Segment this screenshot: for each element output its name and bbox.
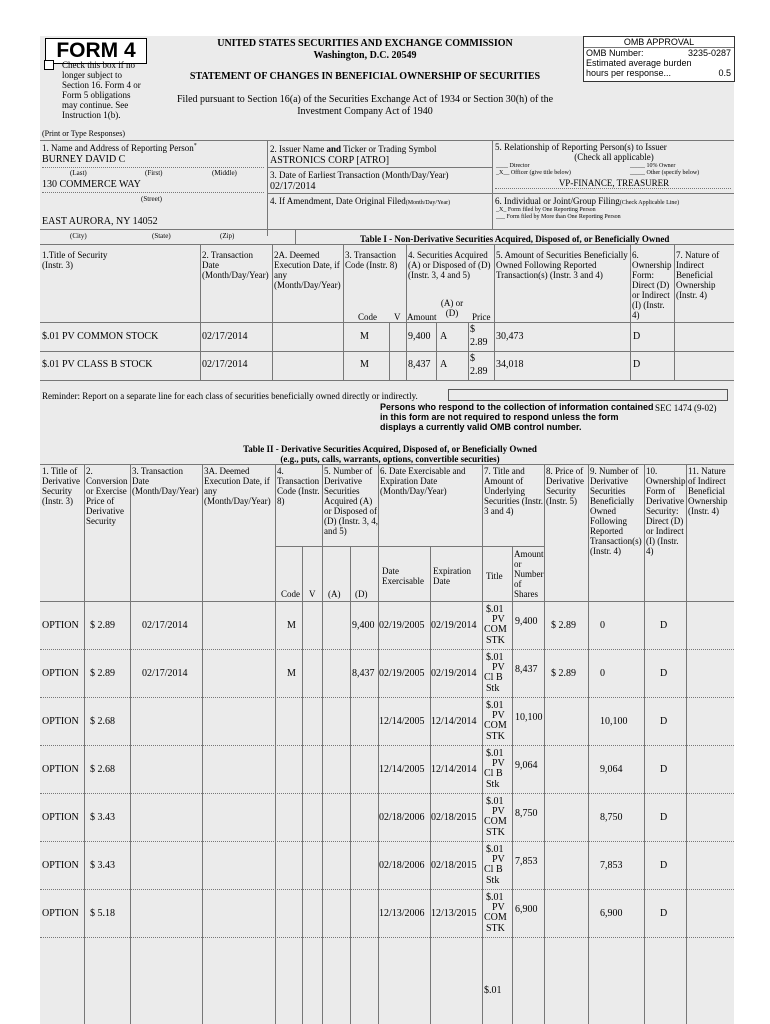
print-note: (Print or Type Responses) xyxy=(42,129,126,138)
t2-row-divider xyxy=(40,745,734,746)
t2-row-underlying-3: Cl B xyxy=(484,672,503,683)
t2-a: (A) xyxy=(328,589,341,599)
t1-h2a: 2A. Deemed Execution Date, if any (Month/Day/Year) xyxy=(274,250,341,290)
t2-row-exercisable: 12/14/2005 xyxy=(379,764,425,775)
t1-h4: 4. Securities Acquired (A) or Disposed of (D) (Instr. 3, 4 and 5) xyxy=(408,250,491,280)
t1-row-code: M xyxy=(360,359,369,370)
t2-row-title: OPTION xyxy=(42,764,79,775)
no-longer-subject-checkbox[interactable] xyxy=(44,60,54,70)
checkbox-label: Check this box if no longer subject to Section 16. Form 4 or Form 5 obligations may continue. See Instruction 1(b). xyxy=(62,60,141,120)
t2-h8: 8. Price of Derivative Security (Instr. 5) xyxy=(546,466,584,506)
t2-row-underlying-2: PV xyxy=(492,662,505,673)
t2-row-title: OPTION xyxy=(42,860,79,871)
t2-row-underlying-1: $.01 xyxy=(486,748,504,759)
t2-row-code: M xyxy=(287,668,296,679)
t2-row-price: $ 5.18 xyxy=(90,908,115,919)
t2-date-ex: Date Exercisable xyxy=(382,566,424,586)
t2-row-title: OPTION xyxy=(42,812,79,823)
director-option[interactable]: ____ Director xyxy=(496,163,530,169)
t2-row-expiration: 12/14/2014 xyxy=(431,716,477,727)
omb-number-value: 3235-0287 xyxy=(687,48,731,58)
t2-row-owned: 7,853 xyxy=(600,860,623,871)
t2-h7: 7. Title and Amount of Underlying Securities (Instr. 3 and 4) xyxy=(484,466,543,516)
t2-h11: 11. Nature of Indirect Beneficial Ownership (Instr. 4) xyxy=(688,466,728,516)
t2-row-title: OPTION xyxy=(42,908,79,919)
filed-pursuant-line-2: Investment Company Act of 1940 xyxy=(297,106,433,117)
t2-row-date: 02/17/2014 xyxy=(142,668,188,679)
t2-row-divider xyxy=(40,649,734,650)
t2-v: V xyxy=(309,589,316,599)
t2-row-underlying-1: $.01 xyxy=(486,844,504,855)
t2-row-d: 8,437 xyxy=(352,668,375,679)
earliest-transaction-date: 02/17/2014 xyxy=(270,181,316,192)
t2-row-expiration: 02/19/2014 xyxy=(431,668,477,679)
t2-row-d: 9,400 xyxy=(352,620,375,631)
t2-row-divider xyxy=(40,793,734,794)
t2-row-price: $ 2.89 xyxy=(90,668,115,679)
t1-row-title: $.01 PV CLASS B STOCK xyxy=(42,359,153,370)
t2-row-underlying-4: Stk xyxy=(486,779,500,790)
box2-label: 2. Issuer Name and Ticker or Trading Symbol xyxy=(270,144,437,154)
t2-h3: 3. Transaction Date (Month/Day/Year) xyxy=(132,466,199,496)
t1-row-amount: 9,400 xyxy=(408,331,431,342)
t2-row-date: 02/17/2014 xyxy=(142,620,188,631)
t2-h3a: 3A. Deemed Execution Date, if any (Month/Day/Year) xyxy=(204,466,271,506)
t1-h3: 3. Transaction Code (Instr. 8) xyxy=(345,250,398,270)
t2-row-expiration: 02/18/2015 xyxy=(431,860,477,871)
t2-row-underlying-4: STK xyxy=(486,923,505,934)
box4-label: 4. If Amendment, Date Original Filed(Month/Day/Year) xyxy=(270,196,451,206)
ten-percent-owner-option[interactable]: _____ 10% Owner xyxy=(630,163,676,169)
t2-row-underlying-2: PV xyxy=(492,758,505,769)
t2-row-form: D xyxy=(660,764,668,775)
omb-number-label: OMB Number: xyxy=(586,48,644,58)
t1-h7: 7. Nature of Indirect Beneficial Ownership (Instr. 4) xyxy=(676,250,720,300)
t2-h6: 6. Date Exercisable and Expiration Date (Month/Day/Year) xyxy=(380,466,466,496)
t2-row-shares: 10,100 xyxy=(515,712,543,723)
t2-row-underlying-2: PV xyxy=(492,614,505,625)
t2-h4: 4. Transaction Code (Instr. 8) xyxy=(277,466,320,506)
t2-row-owned: 6,900 xyxy=(600,908,623,919)
t2-h5: 5. Number of Derivative Securities Acquired (A) or Disposed of (D) (Instr. 3, 4, and 5) xyxy=(324,466,378,536)
t1-h6: 6. Ownership Form: Direct (D) or Indirect (I) (Instr. 4) xyxy=(632,250,672,320)
partial-row-text: $.01 xyxy=(484,985,502,996)
t1-aord: (A) or (D) xyxy=(440,298,464,318)
t1-row-price-symbol: $ xyxy=(470,353,475,364)
t2-row-exercisable: 02/19/2005 xyxy=(379,620,425,631)
box6-label: 6. Individual or Joint/Group Filing(Check Applicable Line) xyxy=(495,196,680,206)
t2-row-underlying-1: $.01 xyxy=(486,604,504,615)
t2-row-shares: 6,900 xyxy=(515,904,538,915)
t2-row-underlying-4: STK xyxy=(486,731,505,742)
t2-row-underlying-2: PV xyxy=(492,902,505,913)
t2-row-price8: $ 2.89 xyxy=(551,668,576,679)
t2-row-underlying-4: STK xyxy=(486,635,505,646)
t2-row-owned: 8,750 xyxy=(600,812,623,823)
t2-row-underlying-3: Cl B xyxy=(484,864,503,875)
t1-row-date: 02/17/2014 xyxy=(202,359,248,370)
t1-row-title: $.01 PV COMMON STOCK xyxy=(42,331,159,342)
t2-row-form: D xyxy=(660,860,668,871)
omb-burden-value: 0.5 xyxy=(718,68,731,78)
remarks-box xyxy=(448,389,728,401)
t2-amount-shares: Amount or Number of Shares xyxy=(514,549,544,599)
t2-row-underlying-3: COM xyxy=(484,816,507,827)
t2-row-underlying-2: PV xyxy=(492,710,505,721)
t2-row-price: $ 2.89 xyxy=(90,620,115,631)
table1-title: Table I - Non-Derivative Securities Acquired, Disposed of, or Beneficially Owned xyxy=(360,234,670,244)
t1-h1: 1.Title of Security (Instr. 3) xyxy=(42,250,108,270)
agency-location: Washington, D.C. 20549 xyxy=(313,50,417,61)
t2-row-shares: 8,437 xyxy=(515,664,538,675)
t2-row-shares: 9,064 xyxy=(515,760,538,771)
last-label: (Last) xyxy=(70,169,87,177)
t1-row-form: D xyxy=(633,331,641,342)
t2-row-owned: 0 xyxy=(600,620,605,631)
t1-row-form: D xyxy=(633,359,641,370)
t2-h10: 10. Ownership Form of Derivative Security: Direct (D) or Indirect (I) (Instr. 4) xyxy=(646,466,686,556)
t2-h1: 1. Title of Derivative Security (Instr. 3) xyxy=(42,466,80,506)
t2-row-underlying-1: $.01 xyxy=(486,652,504,663)
t2-h9: 9. Number of Derivative Securities Beneficially Owned Following Reported Transaction(s) (Instr. 4) xyxy=(590,466,642,556)
reporting-person-street: 130 COMMERCE WAY xyxy=(42,179,141,190)
statement-title: STATEMENT OF CHANGES IN BENEFICIAL OWNERSHIP OF SECURITIES xyxy=(189,71,541,82)
t2-row-underlying-3: Cl B xyxy=(484,768,503,779)
t2-row-underlying-4: Stk xyxy=(486,683,500,694)
t1-row-amount: 8,437 xyxy=(408,359,431,370)
city-label: (City) xyxy=(70,232,87,240)
more-person-option[interactable]: ___ Form filed by More than One Reporting Person xyxy=(496,214,621,220)
t2-row-title: OPTION xyxy=(42,716,79,727)
other-option[interactable]: _____ Other (specify below) xyxy=(630,170,700,176)
t2-row-form: D xyxy=(660,716,668,727)
t2-row-shares: 8,750 xyxy=(515,808,538,819)
issuer-name: ASTRONICS CORP [ATRO] xyxy=(270,155,390,166)
t2-row-underlying-2: PV xyxy=(492,806,505,817)
t1-row-aord: A xyxy=(440,331,448,342)
t1-row-price: 2.89 xyxy=(470,337,488,348)
t2-row-expiration: 12/14/2014 xyxy=(431,764,477,775)
box5-sub: (Check all applicable) xyxy=(574,152,654,162)
reminder-text: Reminder: Report on a separate line for each class of securities beneficially owned directly or indirectly. xyxy=(42,391,418,401)
table2-subtitle: (e.g., puts, calls, warrants, options, convertible securities) xyxy=(280,454,500,464)
t1-row-price: 2.89 xyxy=(470,366,488,377)
omb-notice: Persons who respond to the collection of information contained in this form are not required to respond unless the form displays a currently valid OMB control number. xyxy=(380,402,654,432)
t1-code: Code xyxy=(358,312,377,322)
t2-row-title: OPTION xyxy=(42,620,79,631)
t1-h5: 5. Amount of Securities Beneficially Owned Following Reported Transaction(s) (Instr. 3 and 4) xyxy=(496,250,628,280)
t2-h2: 2. Conversion or Exercise Price of Derivative Security xyxy=(86,466,128,526)
t2-code: Code xyxy=(281,589,300,599)
one-person-option[interactable]: _X_ Form filed by One Reporting Person xyxy=(496,207,596,213)
officer-title: VP-FINANCE, TREASURER xyxy=(558,178,670,188)
t2-row-divider xyxy=(40,841,734,842)
agency-title: UNITED STATES SECURITIES AND EXCHANGE COMMISSION xyxy=(217,38,513,49)
t2-row-underlying-2: PV xyxy=(492,854,505,865)
t2-row-exercisable: 12/14/2005 xyxy=(379,716,425,727)
t2-row-underlying-3: COM xyxy=(484,720,507,731)
t2-row-expiration: 02/19/2014 xyxy=(431,620,477,631)
t1-row-date: 02/17/2014 xyxy=(202,331,248,342)
t2-exp: Expiration Date xyxy=(433,566,471,586)
box3-label: 3. Date of Earliest Transaction (Month/Day/Year) xyxy=(270,170,449,180)
t2-d: (D) xyxy=(355,589,368,599)
omb-approval-box xyxy=(583,36,735,82)
t2-row-divider xyxy=(40,889,734,890)
state-label: (State) xyxy=(152,232,171,240)
t2-row-underlying-3: COM xyxy=(484,624,507,635)
t2-row-underlying-4: STK xyxy=(486,827,505,838)
t1-row-owned: 30,473 xyxy=(496,331,524,342)
sec-code: SEC 1474 (9-02) xyxy=(655,403,717,413)
t2-row-price: $ 3.43 xyxy=(90,860,115,871)
t2-row-shares: 7,853 xyxy=(515,856,538,867)
zip-label: (Zip) xyxy=(220,232,235,240)
filed-pursuant-line-1: Filed pursuant to Section 16(a) of the Securities Exchange Act of 1934 or Section 30(h) of the xyxy=(176,94,554,105)
t2-row-owned: 9,064 xyxy=(600,764,623,775)
t2-row-form: D xyxy=(660,908,668,919)
t2-row-exercisable: 02/18/2006 xyxy=(379,812,425,823)
form-title: FORM 4 xyxy=(45,38,147,64)
t1-row-code: M xyxy=(360,331,369,342)
reporting-person-name: BURNEY DAVID C xyxy=(42,154,126,165)
t2-row-underlying-1: $.01 xyxy=(486,700,504,711)
t2-row-title: OPTION xyxy=(42,668,79,679)
t2-row-form: D xyxy=(660,668,668,679)
t2-row-price: $ 3.43 xyxy=(90,812,115,823)
t2-title: Title xyxy=(486,571,503,581)
t2-row-expiration: 02/18/2015 xyxy=(431,812,477,823)
t1-price: Price xyxy=(472,312,491,322)
reporting-person-city: EAST AURORA, NY 14052 xyxy=(42,216,158,227)
t2-row-price: $ 2.68 xyxy=(90,716,115,727)
t2-row-underlying-1: $.01 xyxy=(486,796,504,807)
t2-row-exercisable: 02/18/2006 xyxy=(379,860,425,871)
t2-row-exercisable: 02/19/2005 xyxy=(379,668,425,679)
t2-row-price8: $ 2.89 xyxy=(551,620,576,631)
t2-row-shares: 9,400 xyxy=(515,616,538,627)
t1-amount: Amount xyxy=(407,312,437,322)
t2-row-divider xyxy=(40,697,734,698)
omb-burden-line-2: hours per response... xyxy=(586,68,672,78)
t1-row-aord: A xyxy=(440,359,448,370)
t2-row-exercisable: 12/13/2006 xyxy=(379,908,425,919)
omb-burden-line-1: Estimated average burden xyxy=(586,58,692,68)
t2-row-form: D xyxy=(660,620,668,631)
box1-label: 1. Name and Address of Reporting Person* xyxy=(42,143,197,153)
street-label: (Street) xyxy=(141,195,162,203)
t2-row-underlying-1: $.01 xyxy=(486,892,504,903)
t2-row-form: D xyxy=(660,812,668,823)
first-label: (First) xyxy=(145,169,163,177)
t1-row-owned: 34,018 xyxy=(496,359,524,370)
omb-title: OMB APPROVAL xyxy=(584,37,734,48)
middle-label: (Middle) xyxy=(212,169,237,177)
box5-label: 5. Relationship of Reporting Person(s) to Issuer xyxy=(495,142,667,152)
t2-row-underlying-3: COM xyxy=(484,912,507,923)
t1-h2: 2. Transaction Date (Month/Day/Year) xyxy=(202,250,269,280)
officer-option[interactable]: _X__ Officer (give title below) xyxy=(496,170,571,176)
t2-row-price: $ 2.68 xyxy=(90,764,115,775)
t2-row-divider xyxy=(40,937,734,938)
t2-row-expiration: 12/13/2015 xyxy=(431,908,477,919)
t2-row-underlying-4: Stk xyxy=(486,875,500,886)
t1-v: V xyxy=(394,312,401,322)
table2-title: Table II - Derivative Securities Acquired, Disposed of, or Beneficially Owned xyxy=(243,444,537,454)
t2-row-code: M xyxy=(287,620,296,631)
form-page xyxy=(40,36,734,1024)
t1-row-price-symbol: $ xyxy=(470,324,475,335)
t2-row-owned: 0 xyxy=(600,668,605,679)
t2-row-owned: 10,100 xyxy=(600,716,628,727)
